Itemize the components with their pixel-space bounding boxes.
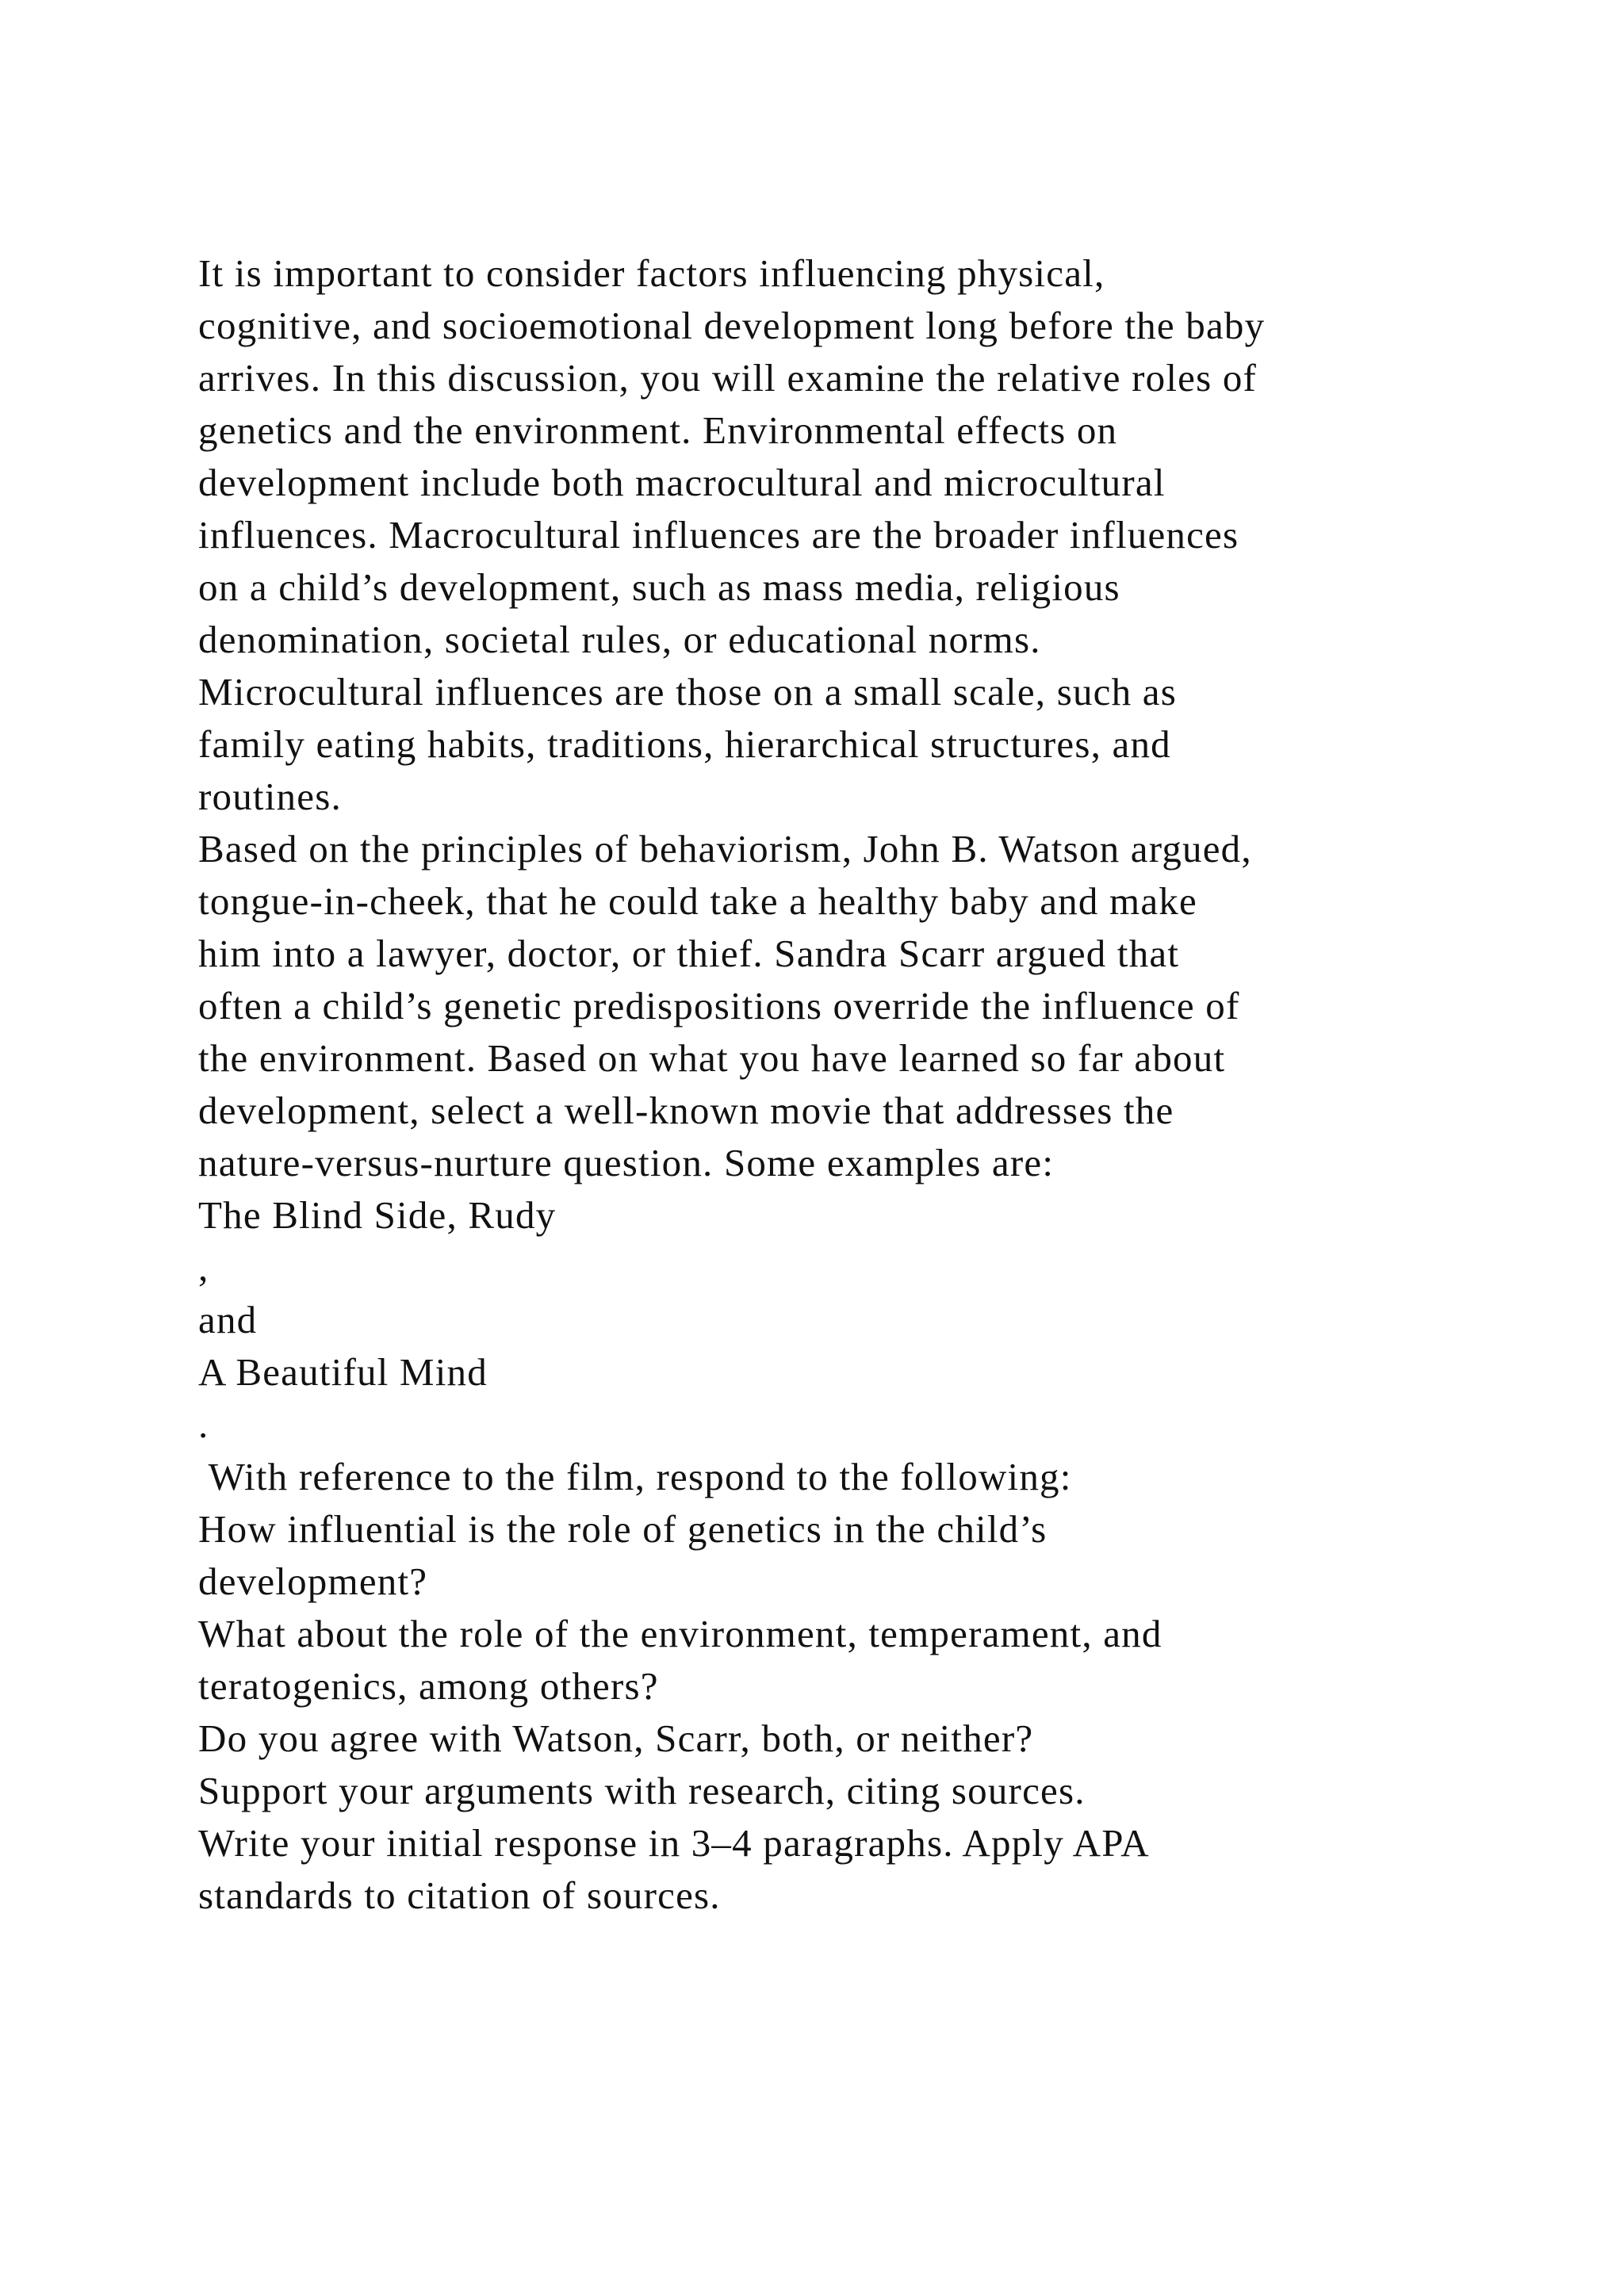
text-line: on a child’s development, such as mass media, religious: [198, 565, 1120, 609]
text-line: the environment. Based on what you have learned so far about: [198, 1036, 1226, 1080]
text-line: development include both macrocultural and microcultural: [198, 461, 1166, 504]
text-line: ,: [198, 1246, 209, 1289]
text-line: Write your initial response in 3–4 paragraphs. Apply APA: [198, 1821, 1150, 1865]
text-line: influences. Macrocultural influences are the broader influences: [198, 513, 1239, 557]
text-line: Based on the principles of behaviorism, John B. Watson argued,: [198, 827, 1252, 871]
text-line: It is important to consider factors influencing physical,: [198, 251, 1105, 295]
text-line: .: [198, 1402, 209, 1446]
text-line: often a child’s genetic predispositions override the influence of: [198, 984, 1240, 1027]
text-line: and: [198, 1298, 258, 1341]
text-line: standards to citation of sources.: [198, 1873, 721, 1917]
text-line: family eating habits, traditions, hierarchical structures, and: [198, 722, 1171, 766]
text-line: arrives. In this discussion, you will examine the relative roles of: [198, 356, 1258, 400]
text-line: him into a lawyer, doctor, or thief. Sandra Scarr argued that: [198, 932, 1180, 975]
text-line: development, select a well-known movie that addresses the: [198, 1089, 1174, 1132]
text-line: development?: [198, 1559, 428, 1603]
text-line: denomination, societal rules, or educational norms.: [198, 618, 1041, 661]
text-line: Microcultural influences are those on a small scale, such as: [198, 670, 1177, 714]
text-line: Do you agree with Watson, Scarr, both, or neither?: [198, 1716, 1034, 1760]
document-body: [198, 247, 1546, 1922]
text-line: routines.: [198, 775, 342, 818]
text-line: Support your arguments with research, citing sources.: [198, 1769, 1086, 1812]
text-line: teratogenics, among others?: [198, 1664, 659, 1708]
text-line: A Beautiful Mind: [198, 1350, 488, 1394]
text-line: How influential is the role of genetics in the child’s: [198, 1507, 1048, 1551]
text-line: cognitive, and socioemotional development long before the baby: [198, 304, 1266, 347]
text-line: nature-versus-nurture question. Some examples are:: [198, 1141, 1055, 1184]
text-line: The Blind Side, Rudy: [198, 1193, 557, 1237]
text-line: What about the role of the environment, temperament, and: [198, 1612, 1162, 1655]
text-line: genetics and the environment. Environmental effects on: [198, 408, 1118, 452]
text-line: tongue-in-cheek, that he could take a healthy baby and make: [198, 879, 1197, 923]
text-line: With reference to the film, respond to the following:: [198, 1455, 1072, 1498]
